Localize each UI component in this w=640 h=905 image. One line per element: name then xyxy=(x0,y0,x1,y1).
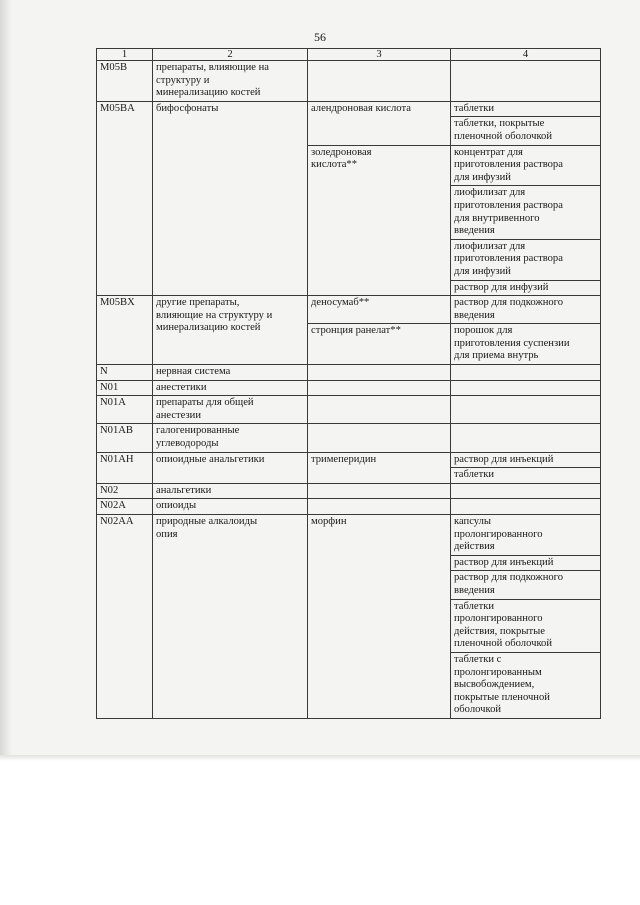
drug-name-cell xyxy=(308,61,451,102)
dosage-form-cell: таблетки с пролонгированным высвобождением, покрытые пленочной оболочкой xyxy=(451,652,601,718)
dosage-form-cell xyxy=(451,61,601,102)
group-name-cell: природные алкалоиды опия xyxy=(153,515,308,719)
group-name-cell: анестетики xyxy=(153,380,308,396)
group-name-cell: препараты, влияющие на структуру и минерализацию костей xyxy=(153,61,308,102)
drug-name-cell: алендроновая кислота xyxy=(308,101,451,145)
atc-code-cell: M05BX xyxy=(97,296,153,365)
drug-name-cell xyxy=(308,396,451,424)
table-row xyxy=(97,61,601,102)
drug-name-cell: стронция ранелат** xyxy=(308,324,451,365)
group-name-cell: другие препараты, влияющие на структуру и минерализацию костей xyxy=(153,296,308,365)
atc-code-cell: N01AB xyxy=(97,424,153,452)
group-name-cell: анальгетики xyxy=(153,483,308,499)
column-header: 3 xyxy=(308,49,451,61)
dosage-form-cell: раствор для подкожного введения xyxy=(451,296,601,324)
table-row xyxy=(97,380,601,396)
drug-name-cell xyxy=(308,499,451,515)
drug-name-cell xyxy=(308,483,451,499)
dosage-form-cell: капсулы пролонгированного действия xyxy=(451,515,601,556)
dosage-form-cell xyxy=(451,365,601,381)
column-header: 2 xyxy=(153,49,308,61)
dosage-form-cell: раствор для подкожного введения xyxy=(451,571,601,599)
dosage-form-cell xyxy=(451,380,601,396)
drug-name-cell xyxy=(308,380,451,396)
dosage-form-cell xyxy=(451,424,601,452)
group-name-cell: опиоиды xyxy=(153,499,308,515)
dosage-form-cell xyxy=(451,483,601,499)
table-row xyxy=(97,296,601,324)
header-row xyxy=(97,49,601,61)
dosage-form-cell: таблетки пролонгированного действия, покрытые пленочной оболочкой xyxy=(451,599,601,652)
atc-code-cell: N02A xyxy=(97,499,153,515)
dosage-form-cell: лиофилизат для приготовления раствора для инфузий xyxy=(451,239,601,280)
drug-name-cell: деносумаб** xyxy=(308,296,451,324)
atc-code-cell: N xyxy=(97,365,153,381)
drug-name-cell: золедроновая кислота** xyxy=(308,145,451,296)
page-number: 56 xyxy=(314,30,326,44)
drug-name-cell xyxy=(308,365,451,381)
scan-bottom-edge xyxy=(0,755,640,761)
table-row xyxy=(97,101,601,117)
dosage-form-cell: концентрат для приготовления раствора для инфузий xyxy=(451,145,601,186)
atc-code-cell: N02 xyxy=(97,483,153,499)
dosage-form-cell xyxy=(451,396,601,424)
table-row xyxy=(97,424,601,452)
table-row xyxy=(97,483,601,499)
dosage-form-cell: раствор для инъекций xyxy=(451,452,601,468)
atc-code-cell: N01AH xyxy=(97,452,153,483)
group-name-cell: галогенированные углеводороды xyxy=(153,424,308,452)
table-row xyxy=(97,515,601,556)
dosage-form-cell: лиофилизат для приготовления раствора для внутривенного введения xyxy=(451,186,601,239)
drug-name-cell: морфин xyxy=(308,515,451,719)
atc-code-cell: M05BA xyxy=(97,101,153,295)
drug-name-cell xyxy=(308,424,451,452)
dosage-form-cell: раствор для инъекций xyxy=(451,555,601,571)
column-header: 4 xyxy=(451,49,601,61)
group-name-cell: опиоидные анальгетики xyxy=(153,452,308,483)
table-row xyxy=(97,396,601,424)
group-name-cell: бифосфонаты xyxy=(153,101,308,295)
dosage-form-cell: таблетки, покрытые пленочной оболочкой xyxy=(451,117,601,145)
dosage-form-cell: таблетки xyxy=(451,101,601,117)
drug-list-table xyxy=(96,48,601,719)
group-name-cell: нервная система xyxy=(153,365,308,381)
table-row xyxy=(97,499,601,515)
dosage-form-cell: таблетки xyxy=(451,468,601,484)
table-row xyxy=(97,365,601,381)
atc-code-cell: N01 xyxy=(97,380,153,396)
table-row xyxy=(97,452,601,468)
atc-code-cell: N01A xyxy=(97,396,153,424)
scan-edge-shadow xyxy=(0,0,12,760)
group-name-cell: препараты для общей анестезии xyxy=(153,396,308,424)
dosage-form-cell: раствор для инфузий xyxy=(451,280,601,296)
column-header: 1 xyxy=(97,49,153,61)
dosage-form-cell xyxy=(451,499,601,515)
atc-code-cell: M05B xyxy=(97,61,153,102)
dosage-form-cell: порошок для приготовления суспензии для приема внутрь xyxy=(451,324,601,365)
drug-name-cell: тримеперидин xyxy=(308,452,451,483)
atc-code-cell: N02AA xyxy=(97,515,153,719)
